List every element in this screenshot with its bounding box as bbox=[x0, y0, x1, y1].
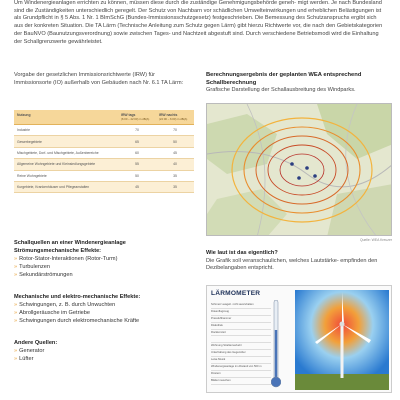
table-row bbox=[14, 147, 194, 158]
cell-use: Allgemeine Wohngebiete und Kleinsiedlungsgebiete bbox=[14, 159, 118, 170]
mech-heading: Mechanische und elektro-mechanische Effekte: bbox=[14, 294, 141, 300]
header-use: Nutzung bbox=[14, 110, 118, 125]
flow-heading: Strömungsmechanische Effekte: bbox=[14, 247, 102, 254]
table-row bbox=[14, 125, 194, 136]
limits-intro: Vorgabe der gesetzlichen Immissionsrichtwerte (IRW) für Immissionsorte (IO) außerhalb von Gebäuden nach Nr. 6.1 TA Lärm: bbox=[14, 72, 184, 86]
list-item-label: Rotor-Stator-Interaktionen (Rotor-Turm) bbox=[19, 255, 118, 262]
bullet-arrow-icon: » bbox=[14, 271, 18, 278]
cell-night: 35 bbox=[156, 170, 194, 181]
bullet-arrow-icon: » bbox=[14, 347, 18, 354]
table-row bbox=[14, 159, 194, 170]
bullet-arrow-icon: » bbox=[14, 309, 18, 316]
wind-turbine-image bbox=[295, 290, 389, 390]
meter-scale-label: Windenergieanlage im Abstand von 500 m bbox=[211, 364, 271, 371]
cell-day: 50 bbox=[118, 170, 156, 181]
sources-section bbox=[14, 240, 194, 280]
question-section bbox=[206, 250, 392, 273]
list-item-label: Schwingungen durch elektromechanische Kräfte bbox=[19, 317, 140, 324]
intro-section bbox=[14, 0, 386, 46]
bullet-arrow-icon: » bbox=[14, 317, 18, 324]
cell-use: Kurgebiete, Krankenhäuser und Pflegeanstalten bbox=[14, 181, 118, 192]
list-item-label: Generator bbox=[19, 347, 45, 354]
table-row bbox=[14, 181, 194, 192]
cell-night: 45 bbox=[156, 147, 194, 158]
meter-scale-label: Blätter rauschen bbox=[211, 378, 271, 385]
cell-day: 45 bbox=[118, 181, 156, 192]
list-item-label: Schwingungen, z. B. durch Unwuchten bbox=[19, 301, 116, 308]
map-source: Quelle: WEA Kreuzer bbox=[359, 238, 392, 242]
cell-night: 40 bbox=[156, 159, 194, 170]
meter-scale-label: Rockkonzert bbox=[211, 330, 271, 337]
cell-night: 35 bbox=[156, 181, 194, 192]
cell-day: 60 bbox=[118, 147, 156, 158]
bullet-arrow-icon: » bbox=[14, 255, 18, 262]
bullet-arrow-icon: » bbox=[14, 355, 18, 362]
bullet-arrow-icon: » bbox=[14, 301, 18, 308]
other-section bbox=[14, 340, 194, 364]
list-item bbox=[14, 348, 194, 356]
immission-table bbox=[14, 110, 194, 220]
list-item bbox=[14, 256, 194, 264]
bullet-arrow-icon: » bbox=[14, 263, 18, 270]
cell-use: Mischgebiete, Dorf- und Mischgebiete, Außenbereiche bbox=[14, 147, 118, 158]
cell-use: Industrie bbox=[14, 125, 118, 136]
noise-limits-table bbox=[14, 110, 194, 193]
meter-scale-label bbox=[211, 336, 271, 343]
meter-scale-label: Flüstern bbox=[211, 371, 271, 378]
map-graphic bbox=[207, 104, 392, 236]
meter-scale bbox=[211, 302, 271, 385]
cell-day: 70 bbox=[118, 125, 156, 136]
intro-paragraph: Um Windenergieanlagen errichten zu können, müssen diese durch die zuständige Genehmigungsbehörde geneh- migt werden. Je nach Bundesland sind die Zuständigkeiten unterschiedlich geregelt. Der Schutz von Nachbarn vor schädlichen Umwelteinwirkungen und erheblichen Belästigungen ist als Grundpflicht in § 5 Abs. 1 Nr. 1 BImSchG (Bundes-Immissionsschutzgesetz) festgeschrieben. Die Bemessung des Schutzanspruchs ergibt sich aus der konkreten Situation. Die TA Lärm (Technische Anleitung zum Schutz gegen Lärm) gibt hierzu Richtwerte vor, die nach den Gebietskategorien der BauNVO (Baunutzungsverordnung) sowie zwischen Tages- und Nachtzeit abgestuft sind. Durch verschiedene Betriebsmodi wird die Einhaltung der Schallgrenzwerte gewährleistet. bbox=[14, 0, 383, 45]
header-day: IRW tags (6:00 – 22:00) in dB(A) bbox=[118, 110, 156, 125]
sources-heading: Schallquellen an einer Windenergieanlage bbox=[14, 240, 126, 246]
meter-scale-label: Diskothek bbox=[211, 323, 271, 330]
list-item-label: Turbulenzen bbox=[19, 263, 51, 270]
cell-night: 50 bbox=[156, 136, 194, 147]
header-night: IRW nachts (22:00 – 6:00) in dB(A) bbox=[156, 110, 194, 125]
cell-night: 70 bbox=[156, 125, 194, 136]
list-item bbox=[14, 310, 194, 318]
meter-title: LÄRMOMETER bbox=[211, 290, 261, 297]
list-item-label: Sekundärströmungen bbox=[19, 271, 73, 278]
meter-scale-label: Schmerz ausgeh. nicht auszuhalten bbox=[211, 302, 271, 309]
other-heading: Andere Quellen: bbox=[14, 340, 58, 346]
map-title: Berechnungsergebnis der geplanten WEA entsprechend Schallberechnung bbox=[206, 72, 362, 86]
meter-scale-label: Leise Musik bbox=[211, 357, 271, 364]
cell-day: 55 bbox=[118, 159, 156, 170]
list-item bbox=[14, 272, 194, 280]
meter-scale-label: Düsenflugzeug bbox=[211, 309, 271, 316]
meter-scale-label: Wohnung Straßenverkehr bbox=[211, 343, 271, 350]
list-item bbox=[14, 356, 194, 364]
other-list bbox=[14, 348, 194, 364]
mech-section bbox=[14, 294, 194, 326]
question-heading: Wie laut ist das eigentlich? bbox=[206, 250, 278, 256]
table-row bbox=[14, 170, 194, 181]
mech-list bbox=[14, 302, 194, 326]
cell-use: Reine Wohngebiete bbox=[14, 170, 118, 181]
noise-propagation-map bbox=[206, 103, 392, 236]
meter-scale-label: Unterhaltung des Gegenüber bbox=[211, 350, 271, 357]
thermometer-icon bbox=[271, 300, 281, 388]
cell-use: Gewerbegebiete bbox=[14, 136, 118, 147]
noise-meter-graphic bbox=[206, 285, 392, 393]
list-item bbox=[14, 302, 194, 310]
list-item bbox=[14, 264, 194, 272]
flow-list bbox=[14, 256, 194, 280]
question-text: Die Grafik soll veranschaulichen, welches Lautstärke- empfinden den Dezibelangaben entspricht. bbox=[206, 257, 378, 272]
cell-day: 65 bbox=[118, 136, 156, 147]
table-header-row bbox=[14, 110, 194, 125]
table-row bbox=[14, 136, 194, 147]
map-heading bbox=[206, 72, 392, 94]
list-item-label: Abrollgeräusche im Getriebe bbox=[19, 309, 91, 316]
list-item bbox=[14, 318, 194, 326]
list-item-label: Lüfter bbox=[19, 355, 34, 362]
map-subtitle: Grafische Darstellung der Schallausbreitung des Windparks. bbox=[206, 87, 356, 94]
meter-scale-label: Presslufthammer bbox=[211, 316, 271, 323]
